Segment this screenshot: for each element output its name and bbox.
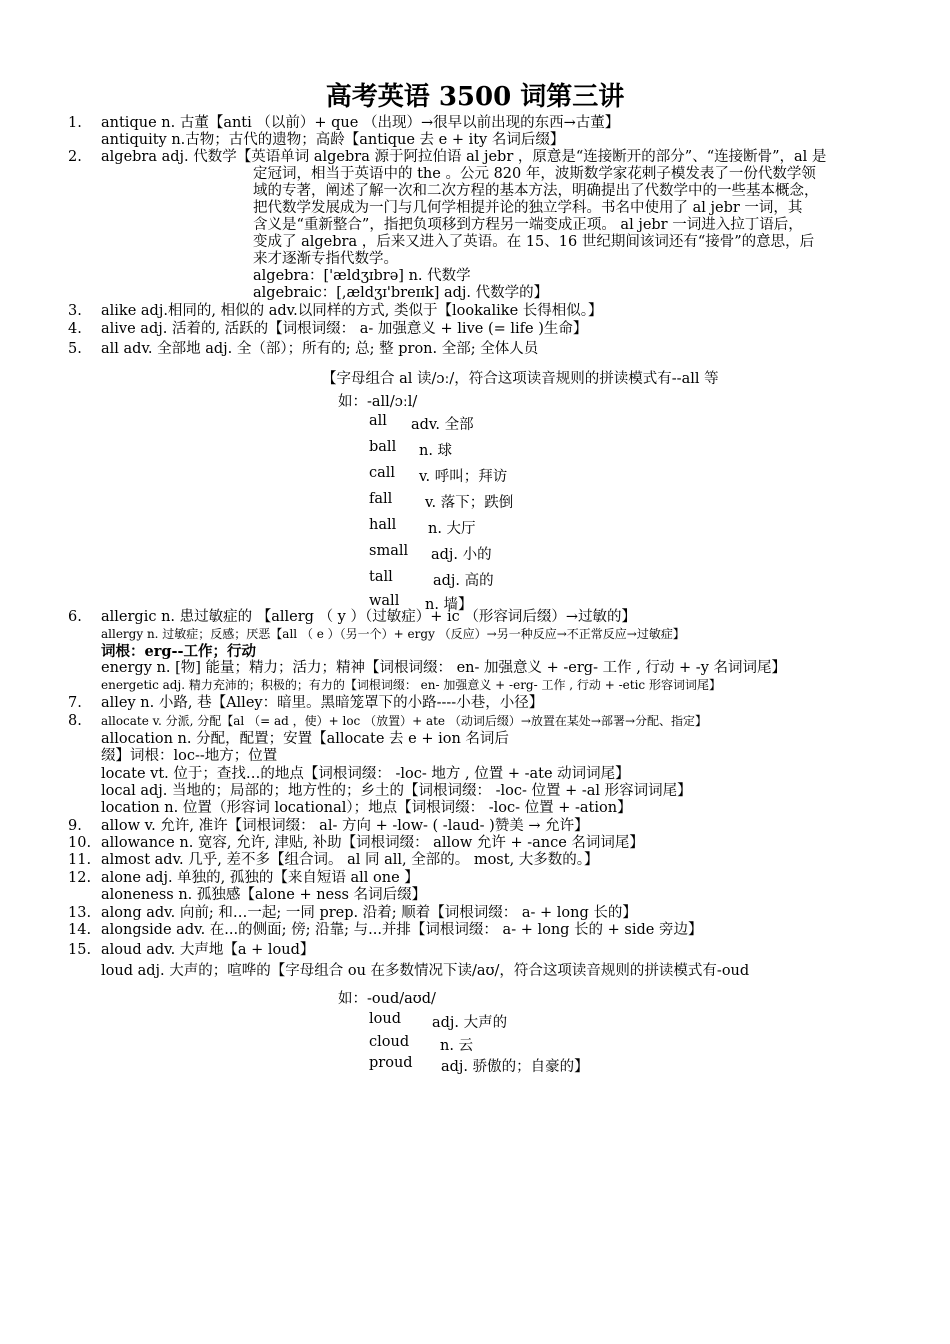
example-word: fall xyxy=(369,491,393,507)
entry-line: 定冠词，相当于英语中的 the 。公元 820 年，波斯数学家花剌子模发表了一份代数学领 xyxy=(253,166,816,182)
example-definition: adv. 全部 xyxy=(411,417,474,433)
entry-line: aloud adv. 大声地【a + loud】 xyxy=(101,942,315,958)
example-definition: n. 大厅 xyxy=(428,521,476,537)
entry-number: 14. xyxy=(68,922,92,938)
entry-line: location n. 位置（形容词 locational）；地点【词根词缀： -loc- 位置 + -ation】 xyxy=(101,800,632,816)
example-word: cloud xyxy=(369,1034,410,1050)
entry-number: 6. xyxy=(68,609,82,625)
entry-line: alley n. 小路, 巷【Alley：暗里。黑暗笼罩下的小路----小巷，小径】 xyxy=(101,695,544,711)
rule-example: 如：-oud/aʊd/ xyxy=(338,991,436,1007)
entry-line: allergic n. 患过敏症的 【allerg （ y ）（过敏症）+ ic （形容词后缀）→过敏的】 xyxy=(101,609,637,625)
entry-line: almost adv. 几乎, 差不多【组合词。 al 同 all, 全部的。 most, 大多数的。】 xyxy=(101,852,599,868)
example-word: small xyxy=(369,543,409,559)
entry-line: along adv. 向前; 和…一起; 一同 prep. 沿着; 顺着【词根词缀： a- + long 长的】 xyxy=(101,905,637,921)
entry-line: antiquity n.古物；古代的遗物；高龄【antique 去 e + ity 名词后缀】 xyxy=(101,132,565,148)
entry-line: allowance n. 宽容, 允许, 津贴, 补助【词根词缀： allow 允许 + -ance 名词词尾】 xyxy=(101,835,644,851)
entry-line: alone adj. 单独的, 孤独的【来自短语 all one 】 xyxy=(101,870,419,886)
example-definition: v. 落下；跌倒 xyxy=(425,495,514,511)
entry-number: 10. xyxy=(68,835,92,851)
entry-line: 域的专著，阐述了解一次和二次方程的基本方法，明确提出了代数学中的一些基本概念， xyxy=(253,183,819,199)
entry-line: alongside adv. 在...的侧面; 傍; 沿靠; 与...并排【词根词缀： a- + long 长的 + side 旁边】 xyxy=(101,922,703,938)
entry-line: antique n. 古董【anti （以前）+ que （出现）→很早以前出现的东西→古董】 xyxy=(101,115,620,131)
entry-line: locate vt. 位于；查找…的地点【词根词缀： -loc- 地方 , 位置 + -ate 动词词尾】 xyxy=(101,766,630,782)
example-word: wall xyxy=(369,593,400,609)
example-word: tall xyxy=(369,569,393,585)
entry-line: 变成了 algebra ，后来又进入了英语。在 15、16 世纪期间该词还有“接骨”的意思，后 xyxy=(253,234,815,250)
example-word: hall xyxy=(369,517,397,533)
entry-line: 来才逐渐专指代数学。 xyxy=(253,251,398,267)
rule-example: 如：-all/ɔːl/ xyxy=(338,394,418,410)
entry-line: loud adj. 大声的；喧哗的【字母组合 ou 在多数情况下读/aʊ/，符合这项读音规则的拼读模式有-oud xyxy=(101,963,750,979)
entry-line: 含义是“重新整合”，指把负项移到方程另一端变成正项。 al jebr 一词进入拉丁语后， xyxy=(253,217,803,233)
page-title: 高考英语 3500 词第三讲 xyxy=(325,82,625,112)
entry-number: 15. xyxy=(68,942,92,958)
example-definition: adj. 骄傲的；自豪的】 xyxy=(441,1059,589,1075)
example-definition: adj. 小的 xyxy=(431,547,492,563)
entry-number: 7. xyxy=(68,695,82,711)
entry-line: allocation n. 分配，配置；安置【allocate 去 e + ion 名词后 xyxy=(101,731,509,747)
entry-line: 把代数学发展成为一门与几何学相提并论的独立学科。书名中使用了 al jebr 一词，其 xyxy=(253,200,803,216)
entry-number: 13. xyxy=(68,905,92,921)
example-word: ball xyxy=(369,439,397,455)
entry-number: 5. xyxy=(68,341,82,357)
example-definition: n. 球 xyxy=(419,443,453,459)
entry-line: 词根：erg--工作；行动 xyxy=(101,643,257,660)
entry-line: algebra：['ældʒɪbrə] n. 代数学 xyxy=(253,268,471,284)
entry-number: 12. xyxy=(68,870,92,886)
example-word: call xyxy=(369,465,396,481)
example-definition: n. 云 xyxy=(440,1038,474,1054)
entry-line: aloneness n. 孤独感【alone + ness 名词后缀】 xyxy=(101,887,427,903)
entry-line: all adv. 全部地 adj. 全（部）；所有的; 总; 整 pron. 全部; 全体人员 xyxy=(101,341,539,357)
example-definition: n. 墙】 xyxy=(425,597,473,613)
entry-number: 3. xyxy=(68,303,82,319)
example-definition: adj. 高的 xyxy=(433,573,494,589)
entry-number: 9. xyxy=(68,818,82,834)
example-definition: adj. 大声的 xyxy=(432,1015,508,1031)
entry-line: 缀】词根：loc--地方；位置 xyxy=(101,748,278,764)
entry-line: alive adj. 活着的, 活跃的【词根词缀： a- 加强意义 + live (= life )生命】 xyxy=(101,321,588,337)
entry-number: 8. xyxy=(68,713,82,729)
entry-line: allergy n. 过敏症；反感；厌恶【all （ e ）（另一个）+ ergy （反应）→另一种反应→不正常反应→过敏症】 xyxy=(101,627,685,641)
example-word: loud xyxy=(369,1011,401,1027)
entry-line: alike adj.相同的, 相似的 adv.以同样的方式, 类似于【lookalike 长得相似。】 xyxy=(101,303,603,319)
entry-line: energy n. [物] 能量；精力；活力；精神【词根词缀： en- 加强意义 + -erg- 工作 , 行动 + -y 名词词尾】 xyxy=(101,660,786,676)
example-word: proud xyxy=(369,1055,413,1071)
example-definition: v. 呼叫；拜访 xyxy=(419,469,508,485)
entry-number: 1. xyxy=(68,115,82,131)
entry-line: energetic adj. 精力充沛的；积极的；有力的【词根词缀： en- 加强意义 + -erg- 工作 , 行动 + -etic 形容词词尾】 xyxy=(101,678,721,692)
entry-line: allow v. 允许, 准许【词根词缀： al- 方向 + -low- ( -laud- )赞美 → 允许】 xyxy=(101,818,589,834)
entry-number: 11. xyxy=(68,852,92,868)
entry-number: 2. xyxy=(68,149,82,165)
entry-line: local adj. 当地的；局部的；地方性的；乡土的【词根词缀： -loc- 位置 + -al 形容词词尾】 xyxy=(101,783,692,799)
example-word: all xyxy=(369,413,387,429)
entry-number: 4. xyxy=(68,321,82,337)
rule-header: 【字母组合 al 读/ɔː/，符合这项读音规则的拼读模式有--all 等 xyxy=(322,371,719,387)
entry-line: algebra adj. 代数学【英语单词 algebra 源于阿拉伯语 al jebr ，原意是“连接断开的部分”、“连接断骨”，al 是 xyxy=(101,149,827,165)
entry-line: algebraic：[,ældʒɪ'breɪɪk] adj. 代数学的】 xyxy=(253,285,549,301)
entry-line: allocate v. 分派, 分配【al （= ad ，使）+ loc （放置）+ ate （动词后缀）→放置在某处→部署→分配、指定】 xyxy=(101,714,708,728)
